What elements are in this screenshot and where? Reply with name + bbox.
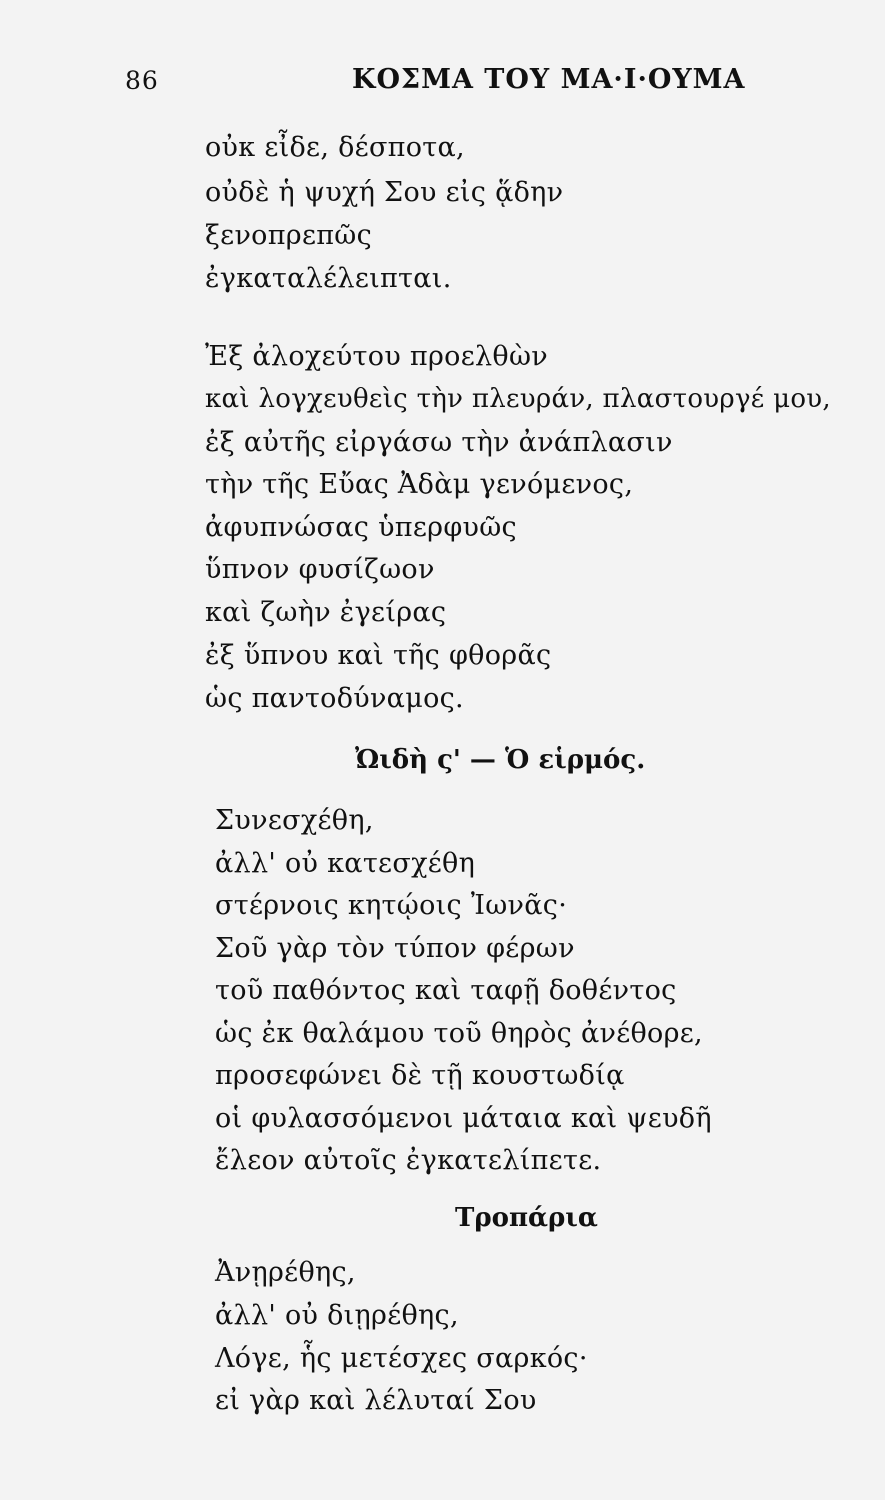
verse-line: οὐκ εἶδε, δέσποτα,: [205, 132, 465, 163]
section-heading-ode: Ὠιδὴ ς' — Ὁ εἱρμός.: [355, 745, 646, 775]
verse-line: τοῦ παθόντος καὶ ταφῇ δοθέντος: [215, 975, 677, 1006]
verse-line: ξενοπρεπῶς: [205, 220, 373, 251]
verse-line: ὡς παντοδύναμος.: [205, 683, 464, 714]
verse-line: οἱ φυλασσόμενοι μάταια καὶ ψευδῆ: [215, 1103, 712, 1134]
running-head: ΚΟΣΜΑ ΤΟΥ ΜΑ·Ι·ΟΥΜΑ: [352, 64, 746, 95]
verse-line: οὐδὲ ἡ ψυχή Σου εἰς ᾅδην: [205, 177, 564, 208]
verse-line: ἐξ ὕπνου καὶ τῆς φθορᾶς: [205, 640, 552, 671]
verse-line: ἐξ αὐτῆς εἰργάσω τὴν ἀνάπλασιν: [205, 427, 673, 458]
verse-line: ὡς ἐκ θαλάμου τοῦ θηρὸς ἀνέθορε,: [215, 1018, 703, 1049]
verse-line: Ἐξ ἀλοχεύτου προελθὼν: [205, 341, 548, 372]
verse-line: ἀλλ' οὐ διῃρέθης,: [215, 1300, 459, 1331]
verse-line: καὶ λογχευθεὶς τὴν πλευράν, πλαστουργέ μου,: [205, 384, 831, 414]
verse-line: ἔλεον αὐτοῖς ἐγκατελίπετε.: [215, 1145, 602, 1176]
verse-line: προσεφώνει δὲ τῇ κουστωδίᾳ: [215, 1060, 625, 1091]
verse-line: ἀλλ' οὐ κατεσχέθη: [215, 848, 476, 879]
verse-line: Ἀνῃρέθης,: [215, 1257, 356, 1288]
section-heading-troparia: Τροπάρια: [455, 1203, 598, 1233]
verse-line: Συνεσχέθη,: [215, 805, 374, 836]
verse-line: Σοῦ γὰρ τὸν τύπον φέρων: [215, 933, 575, 964]
verse-line: στέρνοις κητῴοις Ἰωνᾶς·: [215, 890, 568, 921]
verse-line: καὶ ζωὴν ἐγείρας: [205, 597, 447, 628]
verse-line: ὕπνον φυσίζωον: [205, 554, 435, 585]
page-header: [0, 60, 885, 100]
verse-line: Λόγε, ἧς μετέσχες σαρκός·: [215, 1343, 588, 1374]
verse-line: εἰ γὰρ καὶ λέλυταί Σου: [215, 1385, 537, 1416]
verse-line: ἐγκαταλέλειπται.: [205, 263, 452, 294]
verse-line: ἀφυπνώσας ὑπερφυῶς: [205, 512, 517, 543]
verse-line: τὴν τῆς Εὔας Ἀδὰμ γενόμενος,: [205, 469, 634, 500]
page-number: 86: [125, 66, 159, 95]
